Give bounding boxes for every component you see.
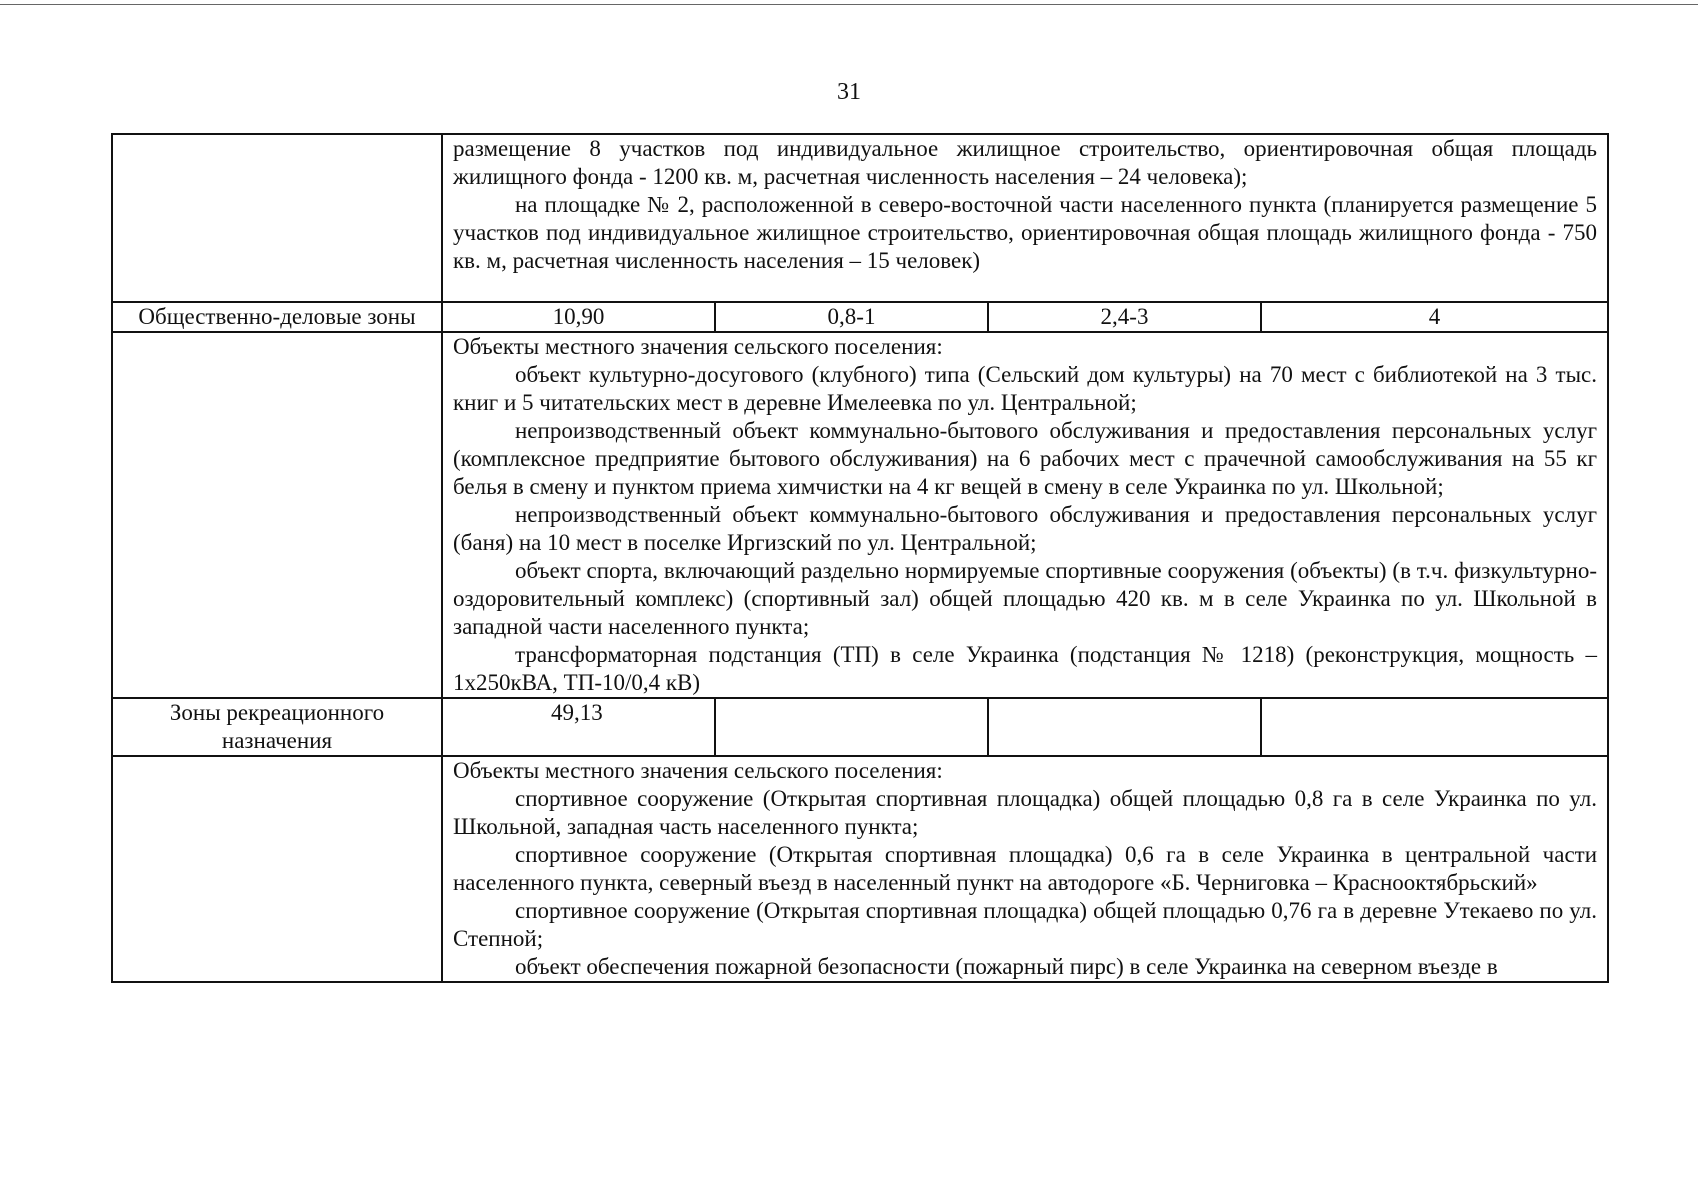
page-number: 31: [837, 79, 861, 105]
paragraph: спортивное сооружение (Открытая спортивная площадка) общей площадью 0,8 га в селе Украинка по ул. Школьной, западная часть населенного пункта;: [453, 786, 1598, 839]
paragraph: непроизводственный объект коммунально-бытового обслуживания и предоставления персональных услуг (баня) на 10 мест в поселке Иргизский по ул. Центральной;: [453, 502, 1598, 555]
paragraph: непроизводственный объект коммунально-бытового обслуживания и предоставления персональных услуг (комплексное предприятие бытового обслуживания) на 6 рабочих мест с прачечной самообслуживания на 55 кг белья в смену и пунктом приема химчистки на 4 кг вещей в смену в селе Украинка по ул. Школьной;: [453, 418, 1598, 499]
value-3: [988, 698, 1261, 756]
value-2: [715, 698, 988, 756]
value-2: 0,8-1: [715, 302, 988, 332]
zone-cell-empty: [112, 756, 442, 982]
table-row: [112, 756, 1608, 982]
table-row-public-zone: [112, 302, 1608, 332]
paragraph: размещение 8 участков под индивидуальное жилищное строительство, ориентировочная общая площадь жилищного фонда - 1200 кв. м, расчетная численность населения – 24 человека);: [453, 136, 1598, 189]
description-cell: [442, 756, 1608, 982]
table-row-recreation-zone: [112, 698, 1608, 756]
value-area: 10,90: [442, 302, 715, 332]
value-area: 49,13: [442, 698, 715, 756]
table-row: [112, 134, 1608, 302]
zone-cell-empty: [112, 332, 442, 698]
paragraph: объект культурно-досугового (клубного) типа (Сельский дом культуры) на 70 мест с библиотекой на 3 тыс. книг и 5 читательских мест в деревне Имелеевка по ул. Центральной;: [453, 362, 1598, 415]
paragraph: трансформаторная подстанция (ТП) в селе Украинка (подстанция № 1218) (реконструкция, мощность – 1х250кВА, ТП-10/0,4 кВ): [453, 642, 1598, 695]
zone-name-recreation: Зоны рекреационного назначения: [112, 698, 442, 756]
zone-name-public: Общественно-деловые зоны: [112, 302, 442, 332]
value-4: [1261, 698, 1608, 756]
value-4: 4: [1261, 302, 1608, 332]
paragraph: объект спорта, включающий раздельно нормируемые спортивные сооружения (объекты) (в т.ч. физкультурно-оздоровительный комплекс) (спортивный зал) общей площадью 420 кв. м в селе Украинка по ул. Школьной в западной части населенного пункта;: [453, 558, 1598, 639]
paragraph-heading: Объекты местного значения сельского поселения:: [453, 758, 943, 783]
value-3: 2,4-3: [988, 302, 1261, 332]
paragraph: объект обеспечения пожарной безопасности (пожарный пирс) в селе Украинка на северном въезде в: [515, 954, 1498, 979]
zone-cell-empty: [112, 134, 442, 302]
paragraph-heading: Объекты местного значения сельского поселения:: [453, 334, 943, 359]
paragraph: спортивное сооружение (Открытая спортивная площадка) общей площадью 0,76 га в деревне Утекаево по ул. Степной;: [453, 898, 1598, 951]
zones-table: [111, 133, 1609, 983]
description-cell: [442, 134, 1608, 302]
description-cell: [442, 332, 1608, 698]
table-row: [112, 332, 1608, 698]
paragraph: спортивное сооружение (Открытая спортивная площадка) 0,6 га в селе Украинка в центральной части населенного пункта, северный въезд в населенный пункт на автодороге «Б. Черниговка – Краснооктябрьский»: [453, 842, 1598, 895]
paragraph: на площадке № 2, расположенной в северо-восточной части населенного пункта (планируется размещение 5 участков под индивидуальное жилищное строительство, ориентировочная общая площадь жилищного фонда - 750 кв. м, расчетная численность населения – 15 человек): [453, 192, 1598, 273]
top-rule: [0, 4, 1698, 5]
